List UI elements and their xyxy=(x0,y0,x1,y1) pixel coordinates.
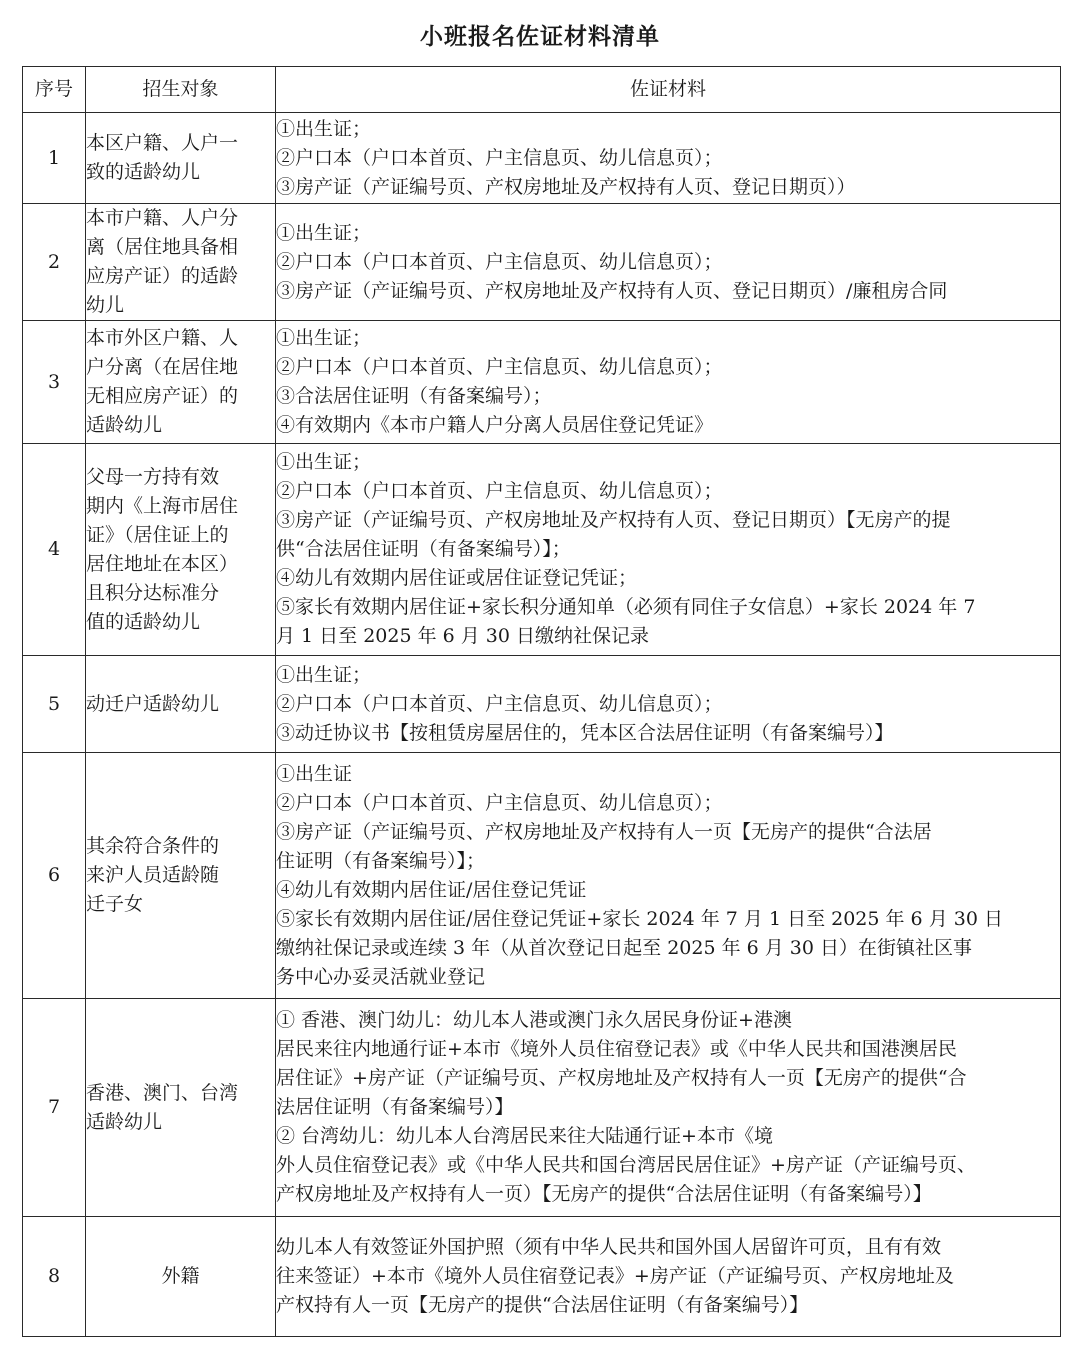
required-documents xyxy=(276,113,1061,204)
materials-table xyxy=(22,66,1061,1337)
target-line: 居住地址在本区） xyxy=(86,552,239,575)
table-row xyxy=(23,113,1061,204)
target-line: 户分离（在居住地 xyxy=(86,356,239,378)
document-line: ③动迁协议书【按租赁房屋居住的，凭本区合法居住证明（有备案编号）】 xyxy=(276,721,894,744)
document-line: ②户口本（户口本首页、户主信息页、幼儿信息页）； xyxy=(276,146,723,169)
row-number: 8 xyxy=(23,1217,86,1337)
table-row xyxy=(23,656,1061,753)
required-documents xyxy=(276,321,1061,444)
table-row xyxy=(23,999,1061,1217)
document-line: 供“合法居住证明（有备案编号）】； xyxy=(276,538,571,560)
document-line: 外人员住宿登记表》或《中华人民共和国台湾居民居住证》+房产证（产证编号页、 xyxy=(276,1154,976,1176)
enrollment-target xyxy=(86,204,276,321)
document-line: 缴纳社保记录或连续 3 年（从首次登记日起至 2025 年 6 月 30 日）在街镇社区事 xyxy=(276,936,973,959)
document-line: ②户口本（户口本首页、户主信息页、幼儿信息页）； xyxy=(276,356,723,378)
target-line: 期内《上海市居住 xyxy=(86,494,239,517)
table-row xyxy=(23,753,1061,999)
target-line: 离（居住地具备相 xyxy=(86,236,239,258)
document-line: 月 1 日至 2025 年 6 月 30 日缴纳社保记录 xyxy=(276,625,650,647)
target-line: 来沪人员适龄随 xyxy=(86,864,220,886)
target-line: 本市外区户籍、人 xyxy=(86,327,239,349)
table-row xyxy=(23,1217,1061,1337)
document-line: ②户口本（户口本首页、户主信息页、幼儿信息页）； xyxy=(276,480,723,502)
target-line: 本区户籍、人户一 xyxy=(86,132,239,154)
target-line: 值的适龄幼儿 xyxy=(86,610,201,633)
document-line: ⑤家长有效期内居住证+家长积分通知单（必须有同住子女信息）+家长 2024 年 7 xyxy=(276,596,976,618)
row-number: 7 xyxy=(23,999,86,1217)
document-line: 往来签证）+本市《境外人员住宿登记表》+房产证（产证编号页、产权房地址及 xyxy=(276,1265,954,1287)
header-docs: 佐证材料 xyxy=(276,67,1061,113)
target-line: 且积分达标准分 xyxy=(86,581,220,604)
enrollment-target xyxy=(86,753,276,999)
document-line: 居住证》+房产证（产证编号页、产权房地址及产权持有人一页【无房产的提供“合 xyxy=(276,1067,967,1089)
document-title: 小班报名佐证材料清单 xyxy=(420,23,660,50)
target-line: 香港、澳门、台湾 xyxy=(86,1081,239,1104)
document-line: ⑤家长有效期内居住证/居住登记凭证+家长 2024 年 7 月 1 日至 2025 年 6 月 30 日 xyxy=(276,907,1003,930)
target-line: 动迁户适龄幼儿 xyxy=(86,692,220,715)
required-documents xyxy=(276,999,1061,1217)
required-documents xyxy=(276,204,1061,321)
target-line: 无相应房产证）的 xyxy=(86,385,239,407)
document-line: ② 台湾幼儿：幼儿本人台湾居民来往大陆通行证+本市《境 xyxy=(276,1125,773,1147)
document-line: ①出生证； xyxy=(276,117,372,140)
table-row xyxy=(23,321,1061,444)
document-line: 幼儿本人有效签证外国护照（须有中华人民共和国外国人居留许可页，且有有效 xyxy=(276,1236,942,1258)
document-line: ①出生证 xyxy=(276,762,353,785)
document-line: 产权持有人一页【无房产的提供“合法居住证明（有备案编号）】 xyxy=(276,1294,809,1316)
target-line: 适龄幼儿 xyxy=(86,414,163,436)
enrollment-target xyxy=(86,113,276,204)
target-line: 证》（居住证上的 xyxy=(86,523,229,546)
header-target: 招生对象 xyxy=(86,67,276,113)
target-line: 其余符合条件的 xyxy=(86,835,220,857)
target-line: 应房产证）的适龄 xyxy=(86,265,239,287)
document-line: 住证明（有备案编号）】； xyxy=(276,849,486,872)
target-line: 父母一方持有效 xyxy=(86,465,220,488)
table-row xyxy=(23,204,1061,321)
document-line: ④幼儿有效期内居住证/居住登记凭证 xyxy=(276,878,587,901)
document-line: ④有效期内《本市户籍人户分离人员居住登记凭证》 xyxy=(276,414,714,436)
required-documents xyxy=(276,753,1061,999)
document-line: ②户口本（户口本首页、户主信息页、幼儿信息页）； xyxy=(276,791,723,814)
target-line: 适龄幼儿 xyxy=(86,1110,163,1133)
target-line: 本市户籍、人户分 xyxy=(86,207,239,229)
document-line: ②户口本（户口本首页、户主信息页、幼儿信息页）； xyxy=(276,250,723,273)
row-number: 6 xyxy=(23,753,86,999)
document-line: 务中心办妥灵活就业登记 xyxy=(276,965,486,988)
row-number: 4 xyxy=(23,444,86,656)
row-number: 3 xyxy=(23,321,86,444)
target-line: 致的适龄幼儿 xyxy=(86,161,201,183)
document-line: ③房产证（产证编号页、产权房地址及产权持有人页、登记日期页）） xyxy=(276,175,856,198)
enrollment-target xyxy=(86,1217,276,1337)
document-line: ①出生证； xyxy=(276,451,372,473)
table-row xyxy=(23,444,1061,656)
document-line: ① 香港、澳门幼儿：幼儿本人港或澳门永久居民身份证+港澳 xyxy=(276,1009,792,1031)
enrollment-target xyxy=(86,444,276,656)
enrollment-target xyxy=(86,656,276,753)
table-header-row xyxy=(23,67,1061,113)
document-line: ③房产证（产证编号页、产权房地址及产权持有人页、登记日期页）/廉租房合同 xyxy=(276,279,948,302)
row-number: 5 xyxy=(23,656,86,753)
document-line: ③合法居住证明（有备案编号）； xyxy=(276,385,552,407)
enrollment-target xyxy=(86,321,276,444)
document-line: ③房产证（产证编号页、产权房地址及产权持有人一页【无房产的提供“合法居 xyxy=(276,820,932,843)
target-line: 迁子女 xyxy=(86,893,144,915)
document-line: ①出生证； xyxy=(276,221,372,244)
required-documents xyxy=(276,444,1061,656)
header-no: 序号 xyxy=(23,67,86,113)
required-documents xyxy=(276,656,1061,753)
target-line: 外籍 xyxy=(161,1265,200,1287)
required-documents xyxy=(276,1217,1061,1337)
document-line: 法居住证明（有备案编号）】 xyxy=(276,1096,514,1118)
document-line: 产权房地址及产权持有人一页）【无房产的提供“合法居住证明（有备案编号）】 xyxy=(276,1183,932,1205)
document-line: ③房产证（产证编号页、产权房地址及产权持有人页、登记日期页）【无房产的提 xyxy=(276,509,951,531)
target-line: 幼儿 xyxy=(86,294,125,316)
document-line: ①出生证； xyxy=(276,663,372,686)
row-number: 2 xyxy=(23,204,86,321)
document-line: ④幼儿有效期内居住证或居住证登记凭证； xyxy=(276,567,638,589)
document-line: ①出生证； xyxy=(276,327,372,349)
document-line: 居民来往内地通行证+本市《境外人员住宿登记表》或《中华人民共和国港澳居民 xyxy=(276,1038,957,1060)
enrollment-target xyxy=(86,999,276,1217)
document-line: ②户口本（户口本首页、户主信息页、幼儿信息页）； xyxy=(276,692,723,715)
row-number: 1 xyxy=(23,113,86,204)
